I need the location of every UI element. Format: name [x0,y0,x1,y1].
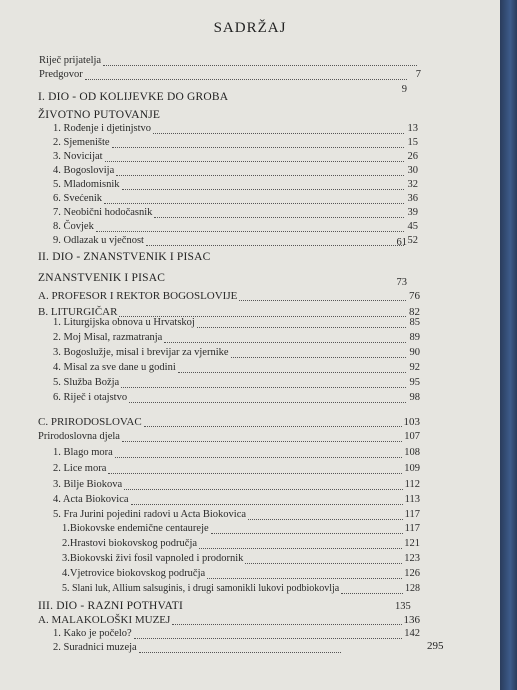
toc-entry: 5. Slani luk, Allium salsuginis, i drugi samonikli lukovi podbiokovlja 128 [62,583,420,594]
toc-entry: 8. Čovjek 45 [53,221,418,232]
toc-entry: 1. Kako je počelo? 142 [53,628,420,639]
toc-entry: 1.Biokovske endemične centaureje 117 [62,523,420,534]
toc-entry: 3.Biokovski živi fosil vapnoled i prodornik 123 [62,553,420,564]
toc-entry: 2.Hrastovi biokovskog područja 121 [62,538,420,549]
toc-entry: 3. Bogoslužje, misal i brevijar za vjernike 90 [53,347,420,358]
toc-entry: 7. Neobični hodočasnik 39 [53,207,418,218]
page-title: SADRŽAJ [213,20,287,36]
toc-entry-predgovor: Predgovor 7 [39,69,421,80]
section-heading-znanstvenik: ZNANSTVENIK I PISAC [38,272,166,284]
book-cover-edge [500,0,517,690]
toc-entry-muzej: A. MALAKOLOŠKI MUZEJ 136 [38,614,420,626]
part-one-heading: I. DIO - OD KOLIJEVKE DO GROBA [38,91,229,103]
toc-entry: 2. Suradnici muzeja [53,642,343,653]
toc-entry-c: C. PRIRODOSLOVAC 103 [38,416,420,428]
section-heading-zivotno: ŽIVOTNO PUTOVANJE [38,109,161,121]
toc-page: 73 [396,277,407,288]
part-three-heading: III. DIO - RAZNI POTHVATI [38,600,184,612]
page-number: 295 [427,640,444,652]
toc-entry: 2. Moj Misal, razmatranja 89 [53,332,420,343]
toc-entry: 2. Lice mora 109 [53,463,420,474]
toc-entry: 6. Svećenik 36 [53,193,418,204]
toc-entry: 1. Blago mora 108 [53,447,420,458]
toc-entry: 2. Sjemenište 15 [53,137,418,148]
toc-entry: 4. Misal za sve dane u godini 92 [53,362,420,373]
toc-entry: 5. Služba Božja 95 [53,377,420,388]
toc-entry: 6. Riječ i otajstvo 98 [53,392,420,403]
toc-page: 61 [396,237,407,248]
toc-entry-b: B. LITURGIČAR 82 [38,306,420,318]
toc-entry: 5. Fra Jurini pojedini radovi u Acta Biokovica 117 [53,509,420,520]
toc-entry: 4.Vjetrovice biokovskog područja 126 [62,568,420,579]
toc-entry: 3. Novicijat 26 [53,151,418,162]
toc-entry: 1. Liturgijska obnova u Hrvatskoj 85 [53,317,420,328]
toc-entry: 1. Rođenje i djetinjstvo 13 [53,123,418,134]
part-two-heading: II. DIO - ZNANSTVENIK I PISAC [38,251,211,263]
toc-entry-rijec: Riječ prijatelja [39,55,419,66]
toc-entry: 4. Bogoslovija 30 [53,165,418,176]
toc-page: 135 [395,601,411,612]
toc-page-predgovor: 9 [401,84,407,95]
toc-entry: Prirodoslovna djela 107 [38,431,420,442]
toc-entry-a: A. PROFESOR I REKTOR BOGOSLOVIJE 76 [38,290,420,302]
toc-entry: 9. Odlazak u vječnost 52 [53,235,418,246]
toc-entry: 5. Mladomisnik 32 [53,179,418,190]
toc-entry: 4. Acta Biokovica 113 [53,494,420,505]
toc-entry: 3. Bilje Biokova 112 [53,479,420,490]
